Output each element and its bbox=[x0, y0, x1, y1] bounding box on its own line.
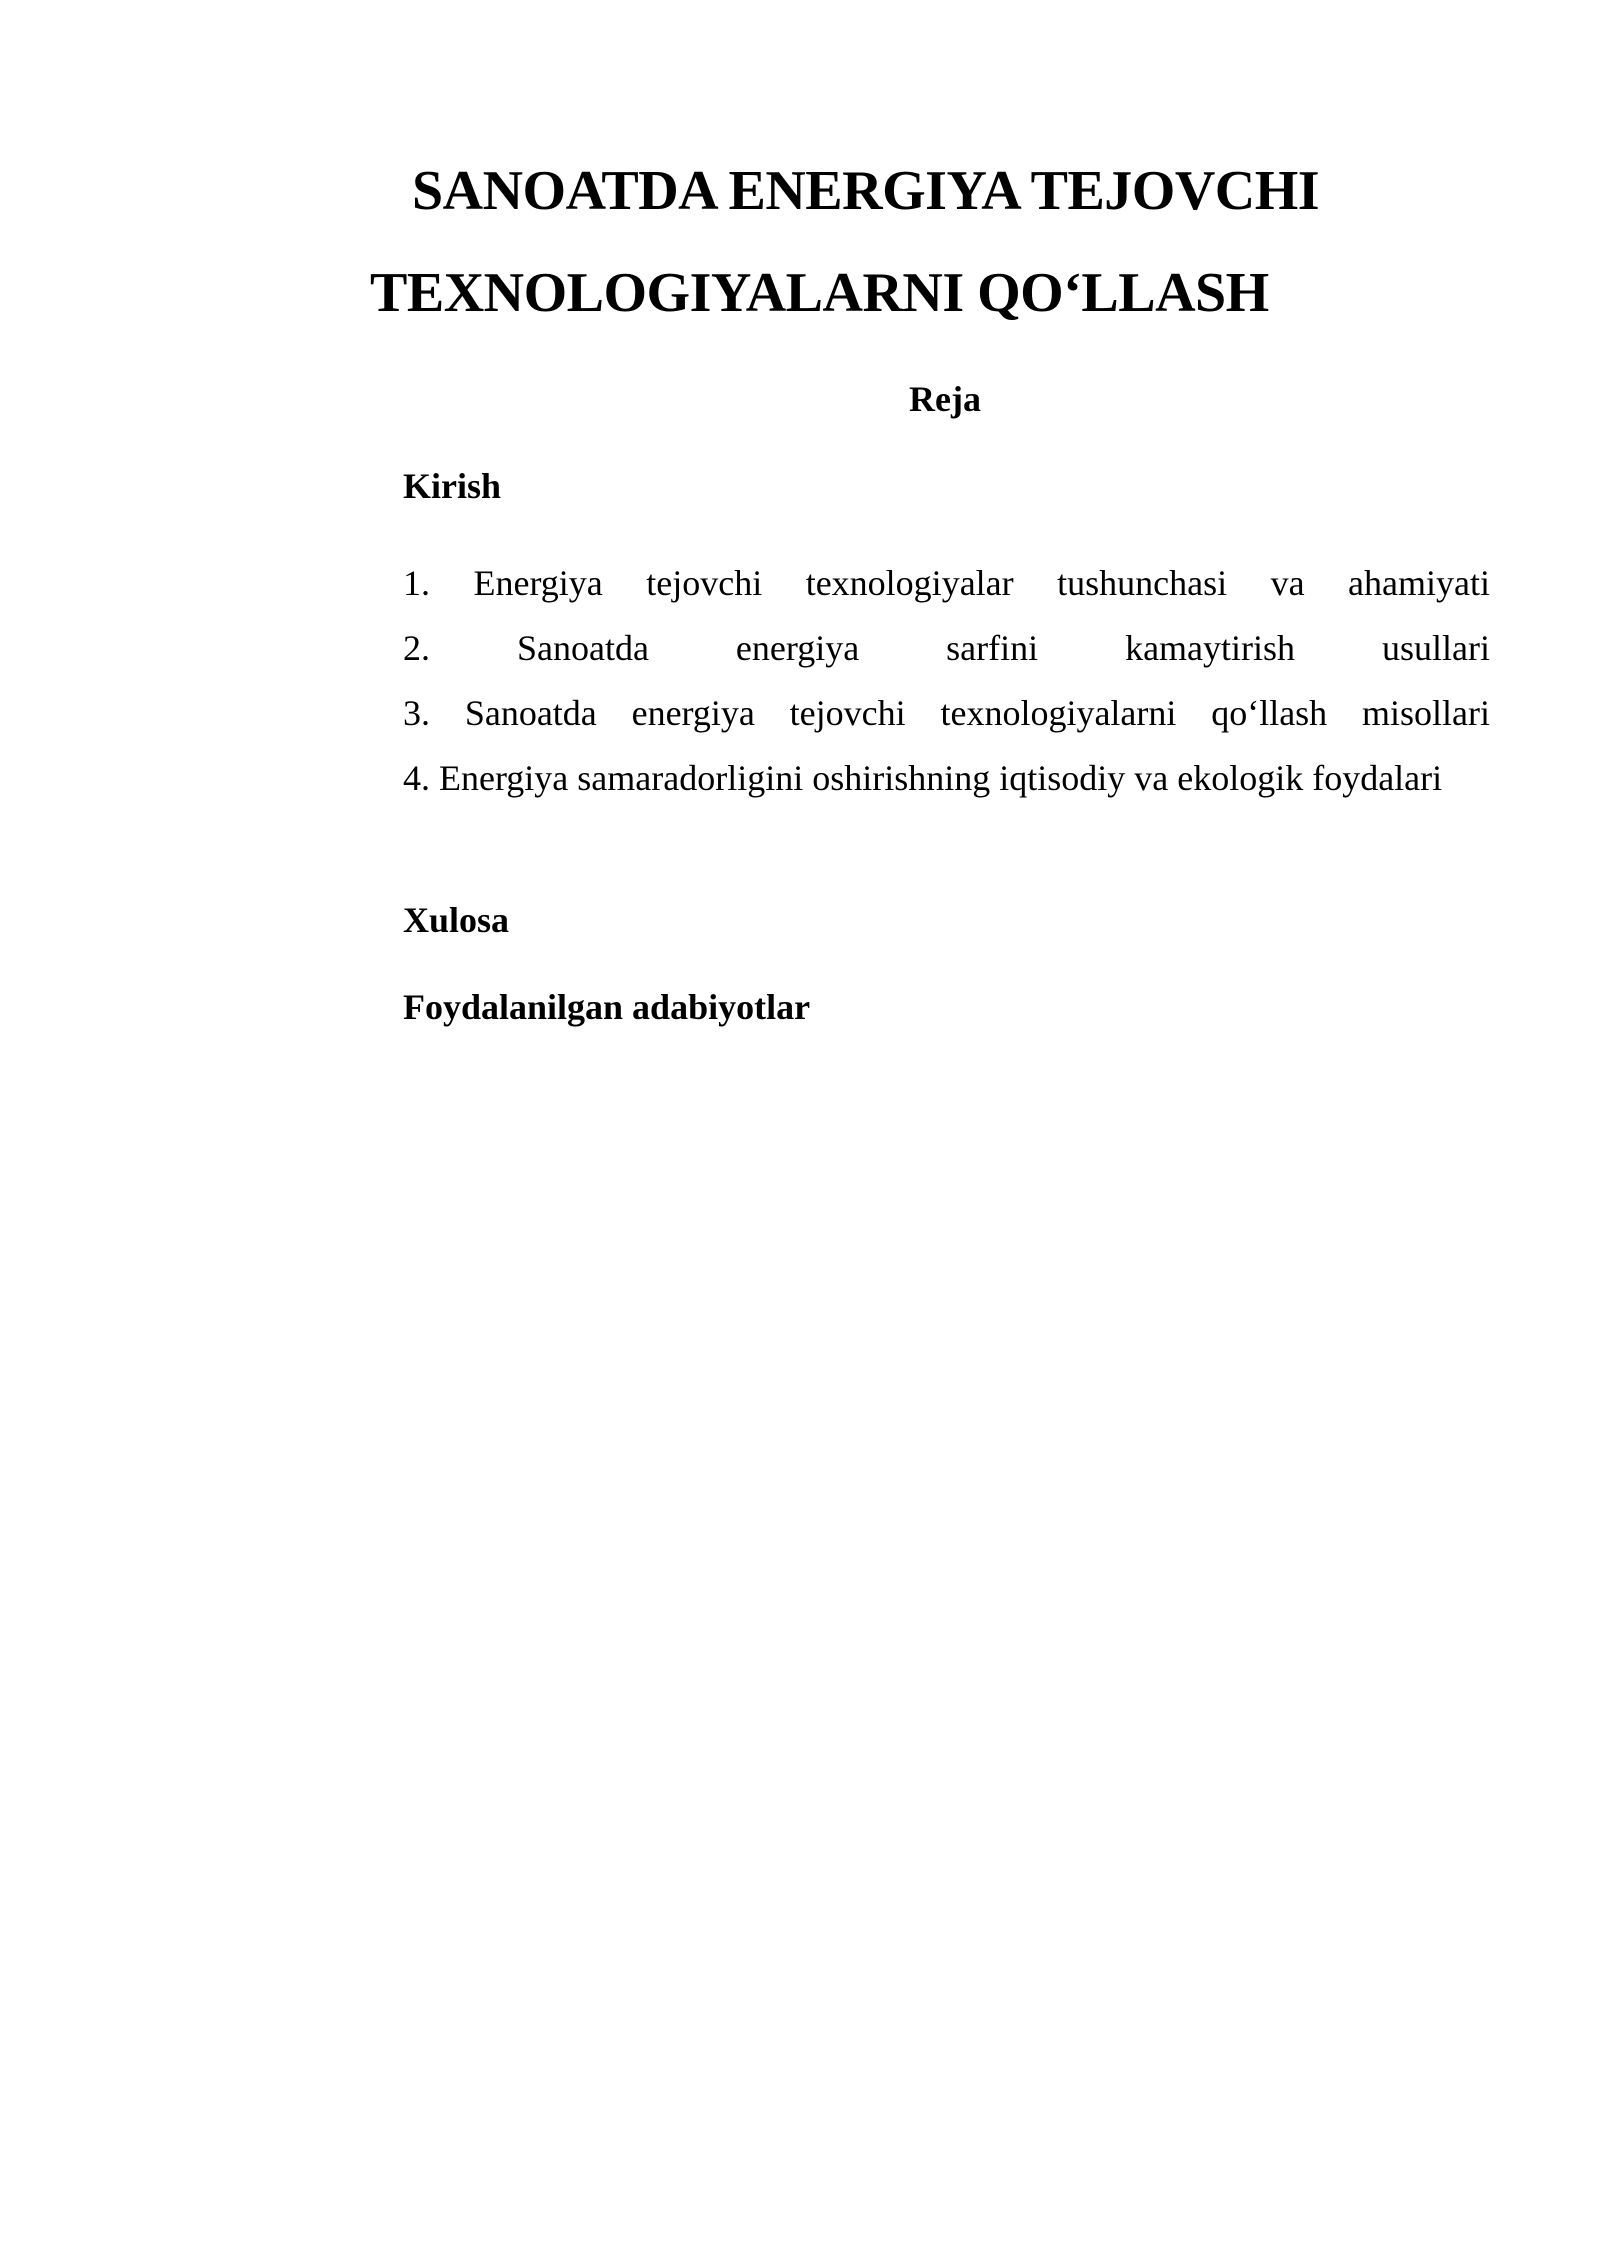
plan-item-2: 2. Sanoatda energiya sarfini kamaytirish usullari bbox=[403, 628, 1490, 668]
plan-item-4: 4. Energiya samaradorligini oshirishning iqtisodiy va ekologik foydalari bbox=[403, 758, 1443, 798]
references-heading: Foydalanilgan adabiyotlar bbox=[403, 987, 811, 1027]
plan-list bbox=[403, 551, 1490, 811]
document-title bbox=[370, 140, 1420, 344]
title-line-1: SANOATDA ENERGIYA TEJOVCHI bbox=[412, 160, 1320, 222]
intro-heading: Kirish bbox=[403, 466, 502, 506]
conclusion-heading: Xulosa bbox=[403, 900, 510, 940]
plan-item-3: 3. Sanoatda energiya tejovchi texnologiyalarni qo‘llash misollari bbox=[403, 693, 1490, 733]
title-line-2: TEXNOLOGIYALARNI QO‘LLASH bbox=[370, 262, 1269, 324]
plan-heading: Reja bbox=[909, 379, 981, 419]
plan-item-1: 1. Energiya tejovchi texnologiyalar tushunchasi va ahamiyati bbox=[403, 563, 1490, 603]
